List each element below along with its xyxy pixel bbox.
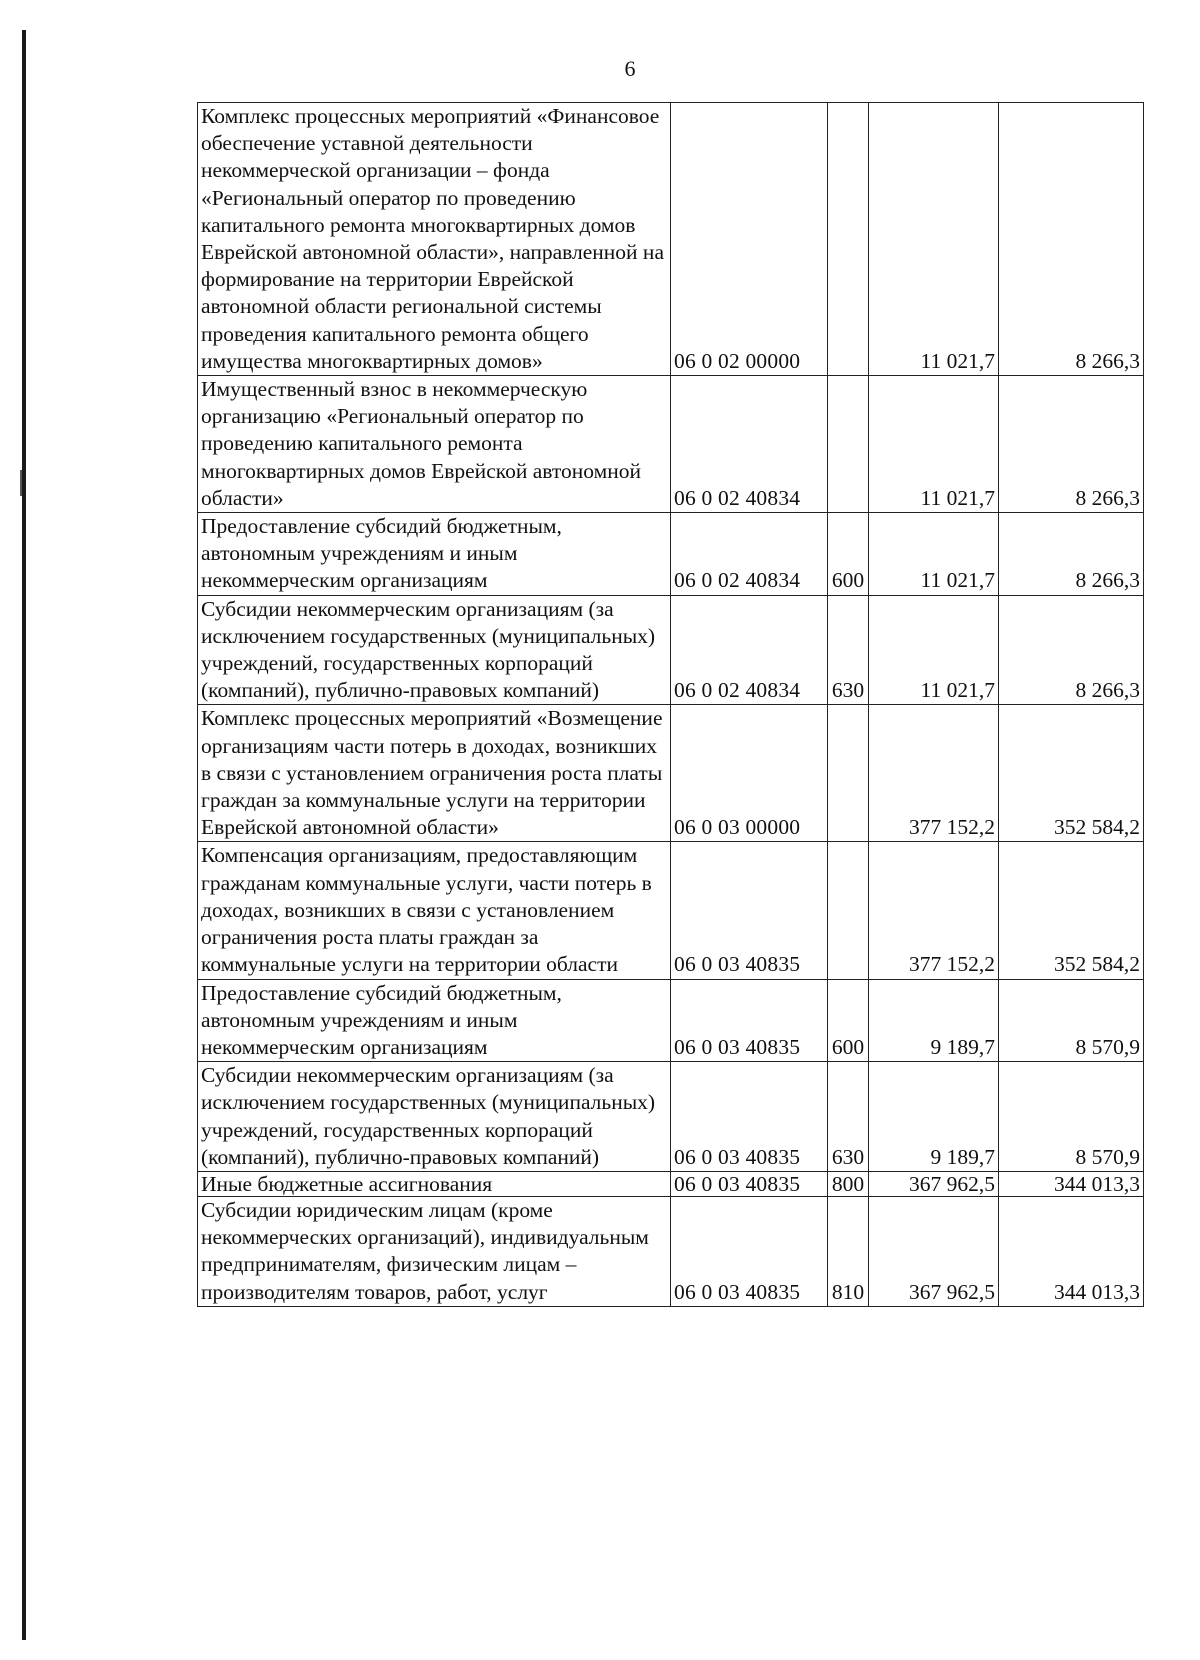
table-row xyxy=(198,103,1144,376)
row-year1-amount: 11 021,7 xyxy=(869,376,999,513)
page-number: 6 xyxy=(624,56,636,81)
row-year1-amount: 11 021,7 xyxy=(869,595,999,705)
row-csr-code: 06 0 03 00000 xyxy=(671,705,828,842)
row-csr-code: 06 0 03 40835 xyxy=(671,1062,828,1172)
row-year2-amount: 8 570,9 xyxy=(999,979,1144,1062)
table-row xyxy=(198,376,1144,513)
row-csr-code: 06 0 03 40835 xyxy=(671,842,828,979)
row-year2-amount: 8 570,9 xyxy=(999,1062,1144,1172)
row-name: Предоставление субсидий бюджетным, автономным учреждениям и иным некоммерческим организациям xyxy=(198,979,671,1062)
row-name: Субсидии юридическим лицам (кроме некоммерческих организаций), индивидуальным предпринимателям, физическим лицам – производителям товаров, работ, услуг xyxy=(198,1196,671,1306)
row-vr-code: 630 xyxy=(828,595,869,705)
scan-mark xyxy=(20,470,22,496)
row-vr-code: 600 xyxy=(828,513,869,596)
row-vr-code: 600 xyxy=(828,979,869,1062)
row-year2-amount: 8 266,3 xyxy=(999,513,1144,596)
table-row xyxy=(198,705,1144,842)
row-csr-code: 06 0 03 40835 xyxy=(671,979,828,1062)
row-year1-amount: 9 189,7 xyxy=(869,1062,999,1172)
row-name: Предоставление субсидий бюджетным, автономным учреждениям и иным некоммерческим организациям xyxy=(198,513,671,596)
row-year1-amount: 367 962,5 xyxy=(869,1196,999,1306)
table-row xyxy=(198,979,1144,1062)
table-row xyxy=(198,1062,1144,1172)
row-name: Комплекс процессных мероприятий «Возмещение организациям части потерь в доходах, возникших в связи с установлением ограничения роста платы граждан за коммунальные услуги на территории Еврейской автономной области» xyxy=(198,705,671,842)
row-name: Иные бюджетные ассигнования xyxy=(198,1171,671,1196)
row-vr-code: 630 xyxy=(828,1062,869,1172)
table-row xyxy=(198,513,1144,596)
row-vr-code xyxy=(828,842,869,979)
row-year2-amount: 352 584,2 xyxy=(999,705,1144,842)
row-year1-amount: 9 189,7 xyxy=(869,979,999,1062)
budget-table xyxy=(197,102,1144,1307)
row-name: Субсидии некоммерческим организациям (за исключением государственных (муниципальных) учреждений, государственных корпораций (компаний), публично-правовых компаний) xyxy=(198,595,671,705)
row-name: Компенсация организациям, предоставляющим гражданам коммунальные услуги, части потерь в доходах, возникших в связи с установлением ограничения роста платы граждан за коммунальные услуги на территории области xyxy=(198,842,671,979)
row-csr-code: 06 0 02 00000 xyxy=(671,103,828,376)
row-year2-amount: 8 266,3 xyxy=(999,376,1144,513)
row-csr-code: 06 0 03 40835 xyxy=(671,1196,828,1306)
row-csr-code: 06 0 02 40834 xyxy=(671,376,828,513)
row-csr-code: 06 0 02 40834 xyxy=(671,513,828,596)
row-vr-code: 800 xyxy=(828,1171,869,1196)
table-row xyxy=(198,595,1144,705)
table-row xyxy=(198,1171,1144,1196)
row-csr-code: 06 0 02 40834 xyxy=(671,595,828,705)
row-year1-amount: 367 962,5 xyxy=(869,1171,999,1196)
row-name: Субсидии некоммерческим организациям (за исключением государственных (муниципальных) учреждений, государственных корпораций (компаний), публично-правовых компаний) xyxy=(198,1062,671,1172)
row-year2-amount: 8 266,3 xyxy=(999,595,1144,705)
row-csr-code: 06 0 03 40835 xyxy=(671,1171,828,1196)
row-year2-amount: 8 266,3 xyxy=(999,103,1144,376)
row-vr-code xyxy=(828,103,869,376)
row-year1-amount: 377 152,2 xyxy=(869,842,999,979)
row-name: Имущественный взнос в некоммерческую организацию «Региональный оператор по проведению капитального ремонта многоквартирных домов Еврейской автономной области» xyxy=(198,376,671,513)
table-row xyxy=(198,842,1144,979)
row-vr-code xyxy=(828,705,869,842)
row-year2-amount: 352 584,2 xyxy=(999,842,1144,979)
row-year1-amount: 11 021,7 xyxy=(869,103,999,376)
row-year2-amount: 344 013,3 xyxy=(999,1171,1144,1196)
row-vr-code xyxy=(828,376,869,513)
scan-left-edge xyxy=(22,30,26,1640)
row-name: Комплекс процессных мероприятий «Финансовое обеспечение уставной деятельности некоммерческой организации – фонда «Региональный оператор по проведению капитального ремонта многоквартирных домов Еврейской автономной области», направленной на формирование на территории Еврейской автономной области региональной системы проведения капитального ремонта общего имущества многоквартирных домов» xyxy=(198,103,671,376)
table-row xyxy=(198,1196,1144,1306)
row-year2-amount: 344 013,3 xyxy=(999,1196,1144,1306)
row-year1-amount: 11 021,7 xyxy=(869,513,999,596)
row-vr-code: 810 xyxy=(828,1196,869,1306)
row-year1-amount: 377 152,2 xyxy=(869,705,999,842)
